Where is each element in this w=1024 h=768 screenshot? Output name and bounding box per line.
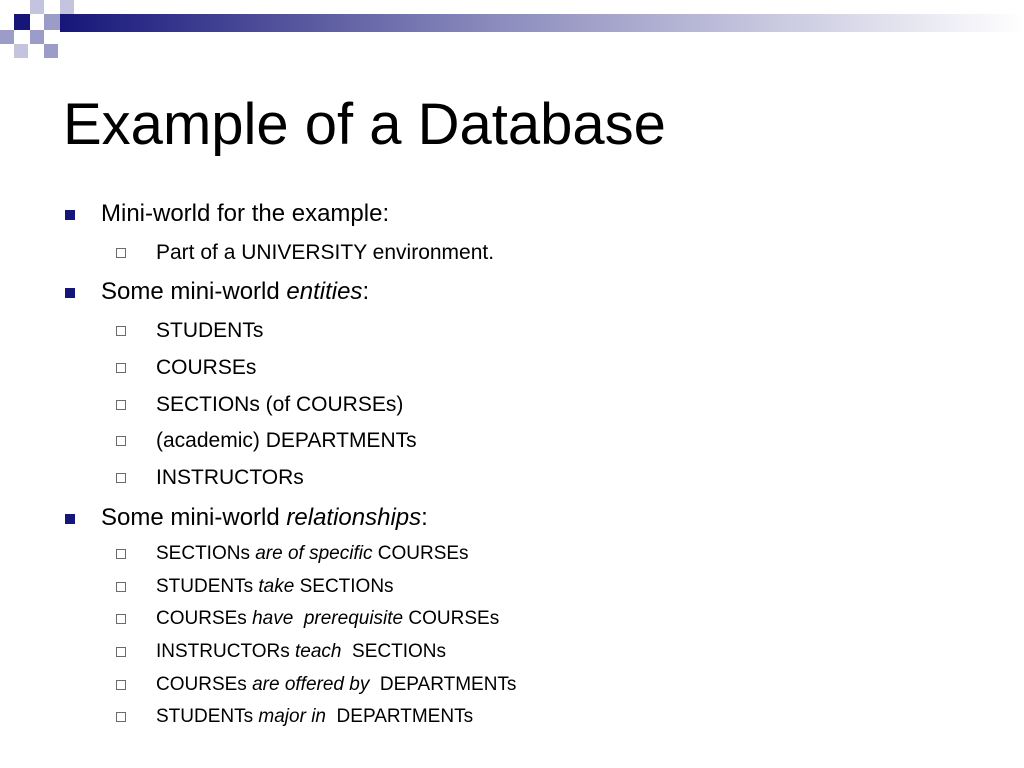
sub-bullet-text: Part of a UNIVERSITY environment. bbox=[156, 241, 495, 264]
sub-bullet-text: SECTIONs (of COURSEs) bbox=[156, 393, 404, 416]
relationship-verb: take bbox=[258, 576, 295, 597]
bullet-text-after: : bbox=[421, 504, 428, 531]
hollow-square-bullet-icon bbox=[116, 680, 126, 690]
relationship-object: COURSEs bbox=[408, 608, 500, 629]
relationship-subject: COURSEs bbox=[156, 608, 247, 629]
bullet-text: Mini-world for the example: bbox=[101, 200, 390, 227]
relationship-object: DEPARTMENTs bbox=[331, 706, 474, 727]
hollow-square-bullet-icon bbox=[116, 473, 126, 483]
bullet-text-emphasis: relationships bbox=[286, 504, 422, 531]
hollow-square-bullet-icon bbox=[116, 549, 126, 559]
hollow-square-bullet-icon bbox=[116, 248, 126, 258]
hollow-square-bullet-icon bbox=[116, 400, 126, 410]
hollow-square-bullet-icon bbox=[116, 582, 126, 592]
relationship-subject: COURSEs bbox=[156, 674, 247, 695]
sub-bullet-relationship bbox=[156, 675, 516, 694]
bullet-mini-world bbox=[101, 202, 389, 226]
relationship-subject: STUDENTs bbox=[156, 706, 254, 727]
hollow-square-bullet-icon bbox=[116, 436, 126, 446]
sub-bullet-entity bbox=[156, 394, 403, 415]
relationship-verb: are of specific bbox=[255, 543, 373, 564]
hollow-square-bullet-icon bbox=[116, 712, 126, 722]
sub-bullet-text: STUDENTs bbox=[156, 319, 264, 342]
relationship-object: COURSEs bbox=[377, 543, 469, 564]
bullet-text-before: Some mini-world bbox=[101, 278, 287, 305]
sub-bullet-entity bbox=[156, 467, 304, 488]
bullet-text-after: : bbox=[362, 278, 370, 305]
slide-title: Example of a Database bbox=[63, 92, 666, 157]
relationship-verb: have prerequisite bbox=[252, 608, 404, 629]
hollow-square-bullet-icon bbox=[116, 326, 126, 336]
sub-bullet-entity bbox=[156, 430, 417, 451]
sub-bullet-relationship bbox=[156, 707, 473, 726]
bullet-relationships bbox=[101, 506, 428, 530]
square-bullet-icon bbox=[65, 514, 75, 524]
hollow-square-bullet-icon bbox=[116, 614, 126, 624]
sub-bullet-entity bbox=[156, 320, 263, 341]
hollow-square-bullet-icon bbox=[116, 363, 126, 373]
sub-bullet-relationship bbox=[156, 609, 499, 628]
relationship-verb: are offered by bbox=[252, 674, 370, 695]
relationship-object: SECTIONs bbox=[346, 641, 446, 662]
relationship-verb: teach bbox=[295, 641, 342, 662]
relationship-subject: INSTRUCTORs bbox=[156, 641, 290, 662]
square-bullet-icon bbox=[65, 288, 75, 298]
sub-bullet-text: (academic) DEPARTMENTs bbox=[156, 429, 417, 452]
relationship-object: DEPARTMENTs bbox=[374, 674, 517, 695]
relationship-subject: STUDENTs bbox=[156, 576, 254, 597]
relationship-object: SECTIONs bbox=[299, 576, 394, 597]
bullet-entities bbox=[101, 280, 369, 304]
sub-bullet-university bbox=[156, 242, 494, 263]
sub-bullet-text: INSTRUCTORs bbox=[156, 466, 304, 489]
square-bullet-icon bbox=[65, 210, 75, 220]
relationship-subject: SECTIONs bbox=[156, 543, 250, 564]
bullet-text-emphasis: entities bbox=[286, 278, 363, 305]
bullet-text-before: Some mini-world bbox=[101, 504, 287, 531]
sub-bullet-relationship bbox=[156, 544, 469, 563]
sub-bullet-entity bbox=[156, 357, 256, 378]
sub-bullet-text: COURSEs bbox=[156, 356, 257, 379]
hollow-square-bullet-icon bbox=[116, 647, 126, 657]
sub-bullet-relationship bbox=[156, 577, 394, 596]
relationship-verb: major in bbox=[258, 706, 326, 727]
sub-bullet-relationship bbox=[156, 642, 446, 661]
